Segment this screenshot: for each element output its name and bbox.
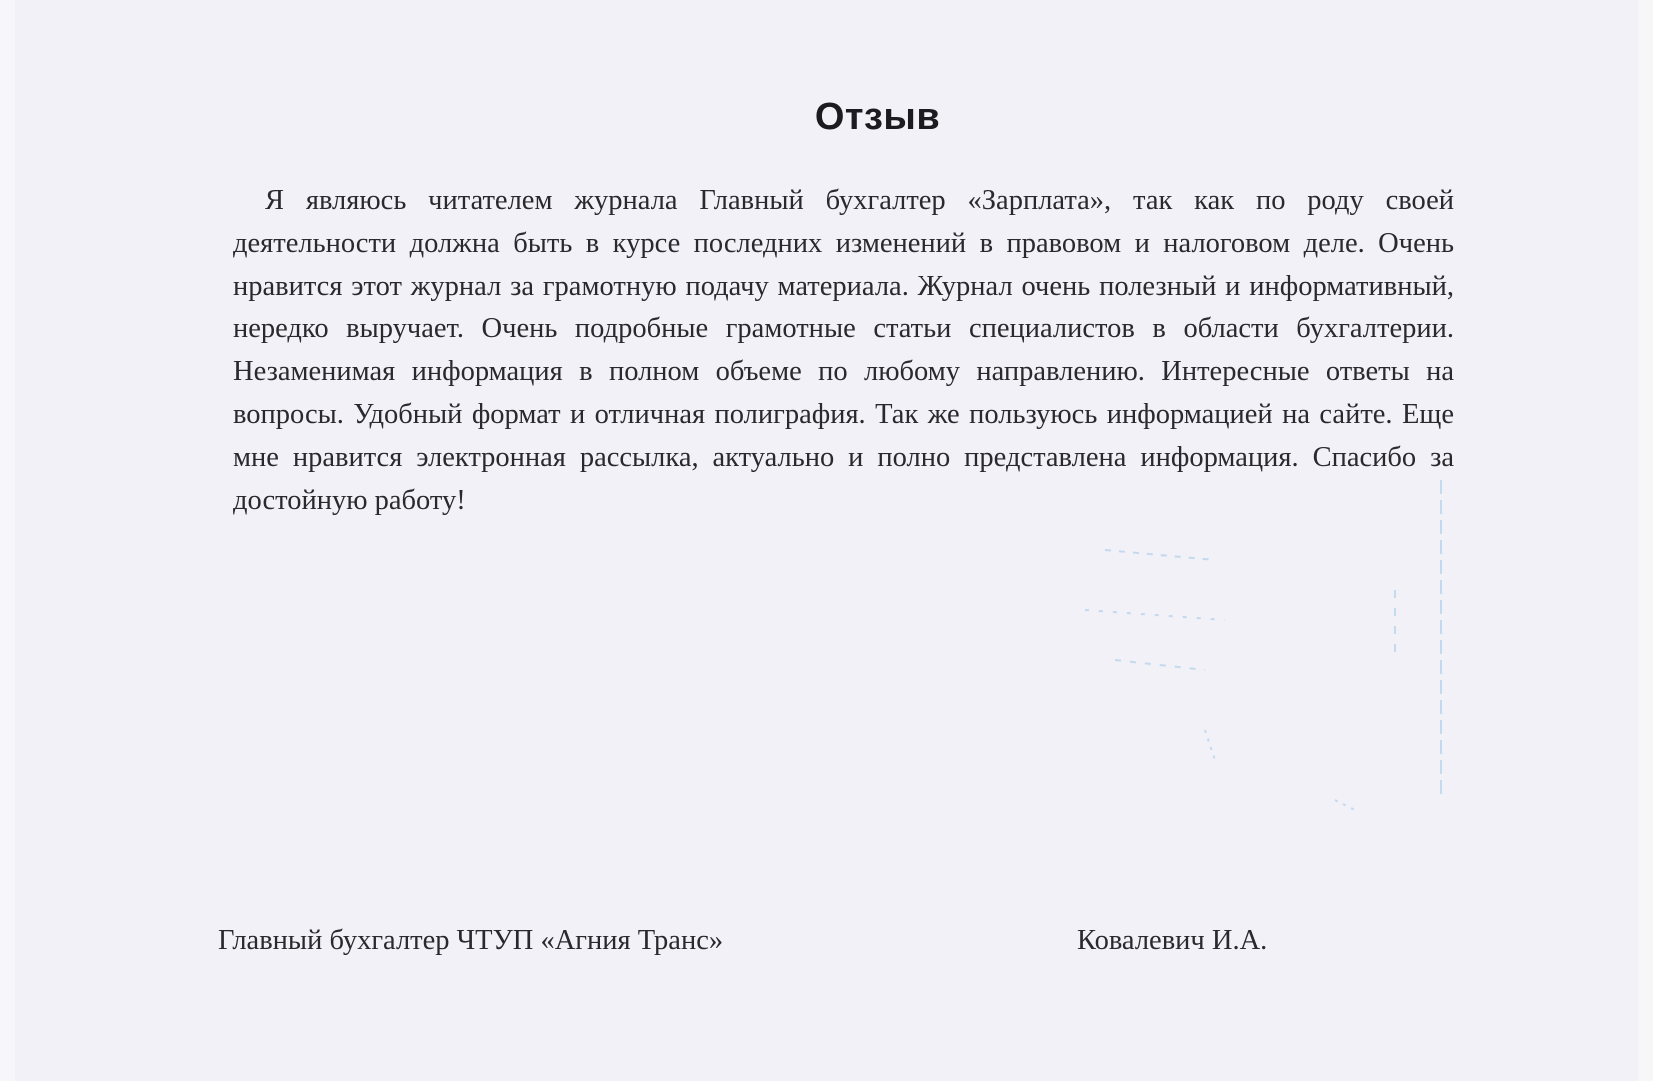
review-body-text: Я являюсь читателем журнала Главный бухгалтер «Зарплата», так как по роду своей деятельности должна быть в курсе последних изменений в правовом и налоговом деле. Очень нравится этот журнал за грамотную подачу материала. Журнал очень полезный и информативный, нередко выручает. Очень подробные грамотные статьи специалистов в области бухгалтерии. Незаменимая информация в полном объеме по любому направлению. Интересные ответы на вопросы. Удобный формат и отличная полиграфия. Так же пользуюсь информацией на сайте. Еще мне нравится электронная рассылка, актуально и полно представлена информация. Спасибо за достойную работу!	[233, 185, 1454, 516]
document-title: Отзыв	[814, 96, 941, 138]
signature-position: Главный бухгалтер ЧТУП «Агния Транс»	[218, 925, 724, 956]
document-page	[15, 0, 1638, 1081]
faded-stamp-mark	[1055, 470, 1475, 890]
signature-name: Ковалевич И.А.	[1077, 925, 1268, 956]
